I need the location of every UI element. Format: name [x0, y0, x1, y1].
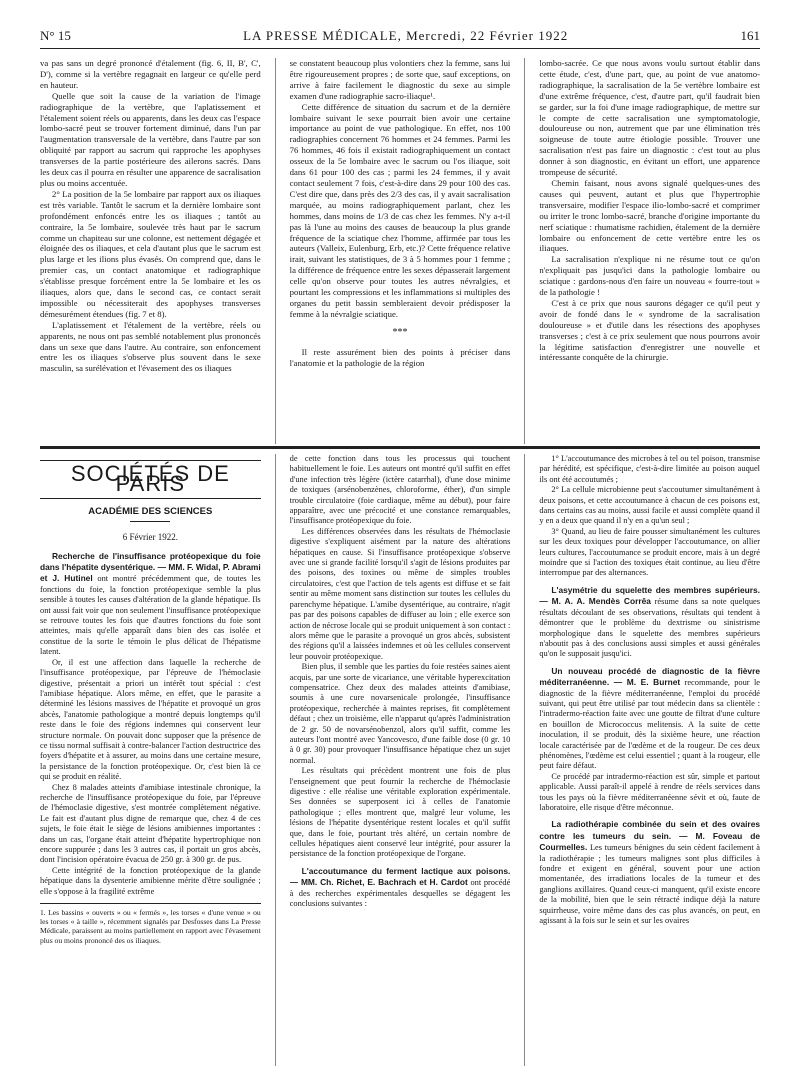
paragraph: Les résultats qui précèdent montrent une fois de plus l'enseignement que peut fournir la recherche de l'hémoclasie digestive : elle réalise une véritable exploration expérimentale. Ses données se superposent ici à celles de l'anatomie pathologique ; elles montrent que, malgré leur volume, les lésions de l'hépatite dysentérique restent locales et qu'il suffit que, dans le foie, pourtant très altéré, un certain nombre de cellules hépatiques aient conservé leur intégrité, pour assurer la persistance de la fonction protéopexique de l'organe. — [289, 766, 511, 859]
page-number-right: 161 — [740, 28, 760, 43]
top-column-1 — [40, 58, 261, 444]
top-column-2 — [290, 58, 511, 444]
paragraph: Quelle que soit la cause de la variation de l'image radiographique de la vertèbre, que l'aplatissement et l'étalement soient réels ou apparents, dans les deux cas l'espace lombo-sacré peut se trouver fortement diminué, dans l'un par l'augmentation transversale de la vertèbre, dans l'autre par son obliquité par rapport au sacrum qui rapproche les apophyses transverses de la partie postérieure des ailerons sacrés. Dans les deux cas il pourra en résulter une apparence de sacralisation plus ou moins accentuée. — [40, 90, 261, 188]
top-column-3 — [539, 58, 760, 444]
paragraph: Chemin faisant, nous avons signalé quelques-unes des causes qui peuvent, autant et plus que l'hypertrophie transversaire, modifier l'espace ilio-lombo-sacré et comprimer ou irriter le tronc lombo-sacré, branche d'origine importante du nerf sciatique : rhumatisme rachidien, étalement de la dernière lombaire ou enfoncement de cette vertèbre entre les os iliaques. — [539, 177, 761, 254]
paragraph: Les différences observées dans les résultats de l'hémoclasie digestive s'expliquent aisément par la nature des altérations hépatiques en cause. Si l'insuffisance protéopexique s'observe avec une si grande facilité lorsqu'il s'agit de lésions produites par des poisons, des toxines ou même de simples troubles circulatoires, c'est que l'action de tels agents est diffuse et se fait sentir au même moment sans distinction sur toutes les cellules du parenchyme hépatique. L'amibe dysentérique, au contraire, n'agit pas par des poisons capables de diffuser au loin ; elle exerce son action de nécrose locale qui se produit uniquement à son contact : alors même que le parasite a provoqué un gros abcès, subsistent des régions qu'il a laissées indemnes et où les cellules conservent leur pouvoir protéopexique. — [289, 526, 511, 661]
session-date: 6 Février 1922. — [122, 532, 178, 543]
bottom-column-3 — [539, 454, 760, 1066]
paragraph: recommande, pour le diagnostic de la fièvre méditerranéenne, l'emploi du procédé suivant, qui peut être utilisé par tout médecin dans sa clientèle : l'intradermo-réaction faite avec une goutte de filtrat d'une culture en bouillon de Micrococcus melitensis. A la suite de cette inoculation, il se produit, dès la sixième heure, une réaction locale caractérisée par de l'œdème et de la rougeur. De ces deux phénomènes, l'œdème est celui essentiel ; quant à la rougeur, elle peut faire défaut. — [539, 678, 761, 771]
paragraph: Cette différence de situation du sacrum et de la dernière lombaire suivant le sexe pourrait bien avoir une certaine importance au point de vue pathologique. En effet, nos 100 radiographies concernent 76 hommes et 24 femmes. Parmi les 76 hommes, 46 fois il existait radiographiquement un contact osseux de la 5e lombaire avec le sacrum ou l'os iliaque, soit dans 61 pour 100 des cas ; parmi les 24 femmes, il y avait contact seulement 7 fois, c'est-à-dire dans 29 pour 100 des cas. C'est dire que, dans près des 2/3 des cas, il y avait sacralisation marquée, au moins radiographiquement parlant, chez les hommes, dans moins de 1/3 de cas chez les femmes. N'y a-t-il pas là l'une au moins des causes de beaucoup la plus grande fréquence de la sciatique chez l'homme, affirmée par tous les auteurs (Valleix, Eulenburg, Erb, etc.)? Cette fréquence relative irait, suivant les statistiques, de 3 à 5 hommes pour 1 femme ; la différence de fréquence entre les sexes dépasserait largement celle qu'on observe pour toutes les autres névralgies, et pourtant les compressions et les inflammations si multiples des organes du petit bassin sembleraient devoir prédisposer la femme à la névralgie sciatique. — [289, 101, 511, 319]
column-divider — [275, 454, 276, 1066]
paragraph: lombo-sacrée. Ce que nous avons voulu surtout établir dans cette étude, c'est, d'une part, que, au point de vue anatomo-radiographique, la sacralisation de la 5e vertèbre lombaire est d'une extrême fréquence, c'est, d'autre part, qu'il faudrait bien se garder, sur la foi d'une image radiographique, de mettre sur le compte de cette sacralisation une symptomatologie, douloureuse ou non, autrement que par une élimination très soigneuse de toute autre étiologie possible. Trouver une sacralisation n'est pas faire un diagnostic : c'est tout au plus donner à son diagnostic, en évitant un effort, une apparence trompeuse de sécurité. — [539, 58, 761, 178]
communication-heading: Recherche de l'insuffisance protéopexique du foie dans l'hépatite dysentérique. — MM. F. Widal, P. Abrami et J. Hutinel — [40, 550, 261, 584]
paragraph: C'est à ce prix que nous saurons dégager ce qu'il peut y avoir de fondé dans le « syndrome de la sacralisation douloureuse » et d'utile dans les résections des apophyses transverses ; c'est à ce prix seulement que nous pourrons avoir la légitime satisfaction d'enregistrer une nouvelle et intéressante conquête de la chirurgie. — [539, 297, 761, 363]
communication-heading: Un nouveau procédé de diagnostic de la fièvre méditerranéenne. — M. E. Burnet — [539, 665, 761, 688]
section-divider — [40, 446, 760, 449]
paragraph: Cette intégrité de la fonction protéopexique de la glande hépatique dans la dysenterie amibienne mérite d'être soulignée ; elle s'oppose à la fragilité extrême — [40, 865, 261, 896]
short-rule — [130, 521, 170, 522]
paragraph: 1° L'accoutumance des microbes à tel ou tel poison, transmise par hérédité, est spécifique, c'est-à-dire limitée au poison auquel ils ont été accoutumés ; — [539, 454, 761, 484]
journal-title: LA PRESSE MÉDICALE, Mercredi, 22 Février 1922 — [243, 28, 569, 43]
column-divider — [524, 454, 525, 1066]
section-title: SOCIÉTÉS DE PARIS — [40, 460, 261, 499]
column-divider — [275, 58, 276, 444]
academy-heading: ACADÉMIE DES SCIENCES — [88, 505, 213, 517]
paragraph: Bien plus, il semble que les parties du foie restées saines aient acquis, par une sorte de vicariance, une véritable hyperexcitation compensatrice. Chez deux des malades atteints d'amibiase, soumis à une cure novarsenicale prolongée, l'insuffisance protéopexique, recherchée à maintes reprises, fit complètement défaut ; chez un troisième, elle n'apparut qu'après l'administration de 2 gr. 50 de novarsénobenzol, alors qu'il suffit, comme les auteurs l'ont montré avec Yancovesco, d'une faible dose (0 gr. 10 à 0 gr. 30) pour provoquer l'insuffisance hépatique chez un sujet normal. — [289, 662, 511, 765]
communication-heading: L'accoutumance du ferment lactique aux poisons. — MM. Ch. Richet, E. Bachrach et H. Cardot — [289, 865, 511, 888]
paragraph: Les tumeurs bénignes du sein cèdent facilement à la radiothérapie ; les tumeurs malignes sont plus difficiles à fondre et exigent en général, souvent pour une action momentanée, des irradiations locales de la tumeur et des ganglions axillaires. Quand ceux-ci manquent, qu'il existe encore de la mobilité, bien que le sein rétracté indique déjà la nature squirrheuse, voire même dans des cas plus avancés, on peut, en agissant à la fois sur le sein et sur les ovaires — [539, 843, 761, 926]
bottom-column-2 — [290, 454, 511, 1066]
paragraph: Chez 8 malades atteints d'amibiase intestinale chronique, la recherche de l'insuffisance protéopexique du foie, par l'épreuve de l'hémoclasie digestive, s'est montrée complètement négative. Le fait est d'autant plus digne de remarque que, chez 4 de ces sujets, le foie était le siège de lésions amibiennes importantes : dans un cas, l'organe était atteint d'hépatite hypertrophique non encore suppurée ; dans les 3 autres cas, il portait un gros abcès, dont l'incision opératoire évacua de 250 gr. à 300 gr. de pus. — [40, 782, 261, 865]
paragraph: L'aplatissement et l'étalement de la vertèbre, réels ou apparents, ne nous ont pas semblé notablement plus prononcés dans un sexe que dans l'autre. Au contraire, son enfoncement entre les os iliaques s'observe plus souvent dans le sexe masculin, sa surélévation et l'évasement des os iliaques — [40, 319, 261, 374]
bottom-column-1 — [40, 454, 261, 1066]
communication-heading: L'asymétrie du squelette des membres supérieurs. — M. A. A. Mendès Corrêa — [539, 584, 761, 607]
running-header — [40, 26, 760, 49]
paragraph: de cette fonction dans tous les processus qui touchent habituellement le foie. Les auteurs ont montré qu'il suffit en effet d'une infection très légère (ictère catarrhal), d'une dose minime de toxiques (arsénobenzènes, chloroforme, éther), d'un simple trouble circulatoire (foie cardiaque, même au début), pour faire apparaître, avec une précocité et une constance remarquables, l'insuffisance protéopexique du foie. — [289, 454, 511, 526]
paragraph: résume dans sa note quelques résultats découlant de ses observations, résultats qui tendent à démontrer que le problème du dextrisme ou sinistrisme morphologique dans le squelette des membres supérieurs n'aboutit pas à des conclusions aussi simples et aussi générales qu'on le supposait jusqu'ici. — [539, 597, 761, 659]
paragraph: ont montré précédemment que, de toutes les fonctions du foie, la fonction protéopexique semble la plus sensible à toutes les causes d'altération de la glande hépatique. Ils ont aussi fait voir que non seulement l'insuffisance protéopexique se retrouve toutes les fois que d'autres fonctions du foie sont atteintes, mais qu'elle apparaît dans bien des cas isolée et constitue de la sorte le témoin le plus délicat de l'hépatisme latent. — [40, 574, 261, 657]
paragraph: va pas sans un degré prononcé d'étalement (fig. 6, II, B', C', D'), comme si la vertèbre regagnait en largeur ce qu'elle perd en hauteur. — [40, 58, 261, 90]
paragraph: Ce procédé par intradermo-réaction est sûr, simple et partout applicable. Aussi paraît-il appelé à rendre de réels services dans tous les pays où la fièvre méditerranéenne sévit et où, faute de laboratoire, elle risque d'être méconnue. — [539, 771, 761, 812]
paragraph: Or, il est une affection dans laquelle la recherche de l'insuffisance protéopexique, par l'épreuve de l'hémoclasie digestive, présentait a priori un intérêt tout spécial : c'est l'amibiase hépatique. Alors même, en effet, que le parasite a déterminé les lésions massives de l'hépatite et provoqué un gros abcès, l'anatomie pathologique a montré depuis longtemps qu'il reste dans le foie des régions indemnes qui conservent leur structure normale. On pouvait donc supposer que la présence de ce tissu normal suffisait à contre-balancer l'action destructrice des foyers d'hépatite et à assurer, au moins dans une certaine mesure, la persistance de la fonction protéopexique. Or, c'est bien là ce qui se produit en réalité. — [40, 657, 261, 782]
column-divider — [524, 58, 525, 444]
paragraph: La sacralisation n'explique ni ne résume tout ce qu'on n'expliquait pas jusqu'ici dans la pathologie lombaire ou sciatique : gardons-nous d'en faire un nouveau « fourre-tout » de la pathologie ! — [539, 254, 761, 298]
paragraph: 3° Quand, au lieu de faire pousser simultanément les cultures sur les deux toxiques pour développer l'accoutumance, on allier leurs cultures, l'accoutumance se produit encore, mais à un degré moindre que si l'action des toxiques était continue, au lieu d'être interrompue par des alternances. — [539, 526, 761, 578]
paragraph: 2° La cellule microbienne peut s'accoutumer simultanément à deux poisons, et cette accoutumance à chacun de ces poisons est, dans certains cas au moins, aussi facile et aussi complète quand il y en a deux que quand il n'y en a qu'un seul ; — [539, 485, 761, 526]
page-number-left: N° 15 — [40, 28, 71, 43]
paragraph: Il reste assurément bien des points à préciser dans l'anatomie et la pathologie de la région — [289, 346, 511, 368]
asterism: *** — [392, 326, 408, 338]
paragraph: 2° La position de la 5e lombaire par rapport aux os iliaques est très variable. Tantôt le sacrum et la dernière lombaire sont profondément enfoncés entre les os iliaques ; tantôt au contraire, la 5e lombaire, soulevée très haut par le sacrum comme un chapiteau sur une colonne, est nettement dégagée et éloignée des os iliaques, et cela d'autant plus que le sacrum est plus large et les ilions plus évasés. On comprend que, dans le premier cas, un contact anatomique et radiographique s'établisse presque forcément entre la 5e lombaire et les os iliaques, alors que, dans le second cas, ce contact serait impossible ou nécessiterait des apophyses transverses démesurément étendues (fig. 7 et 8). — [40, 188, 261, 319]
communication-heading: La radiothérapie combinée du sein et des ovaires contre les tumeurs du sein. — M. Foveau de Courmelles. — [539, 819, 761, 853]
societes-section — [40, 454, 760, 1066]
paragraph: ont procédé à des recherches expérimentales desquelles se dégagent les conclusions suivantes : — [289, 878, 511, 909]
article-continuation — [40, 58, 760, 444]
footnote: 1. Les bassins « ouverts » ou « fermés », les torses « d'une venue » ou les torses « à taille », récemment signalés par Desfosses dans La Presse Médicale, paraissent au moins partiellement en rapport avec l'évasement plus ou moins prononcé des os iliaques. — [40, 903, 261, 945]
paragraph: se constatent beaucoup plus volontiers chez la femme, sans lui être rigoureusement propres ; de sorte que, sauf exceptions, on arrive à faire facilement le diagnostic du sexe au simple examen d'une radiographie sacro-iliaque¹. — [289, 58, 511, 101]
